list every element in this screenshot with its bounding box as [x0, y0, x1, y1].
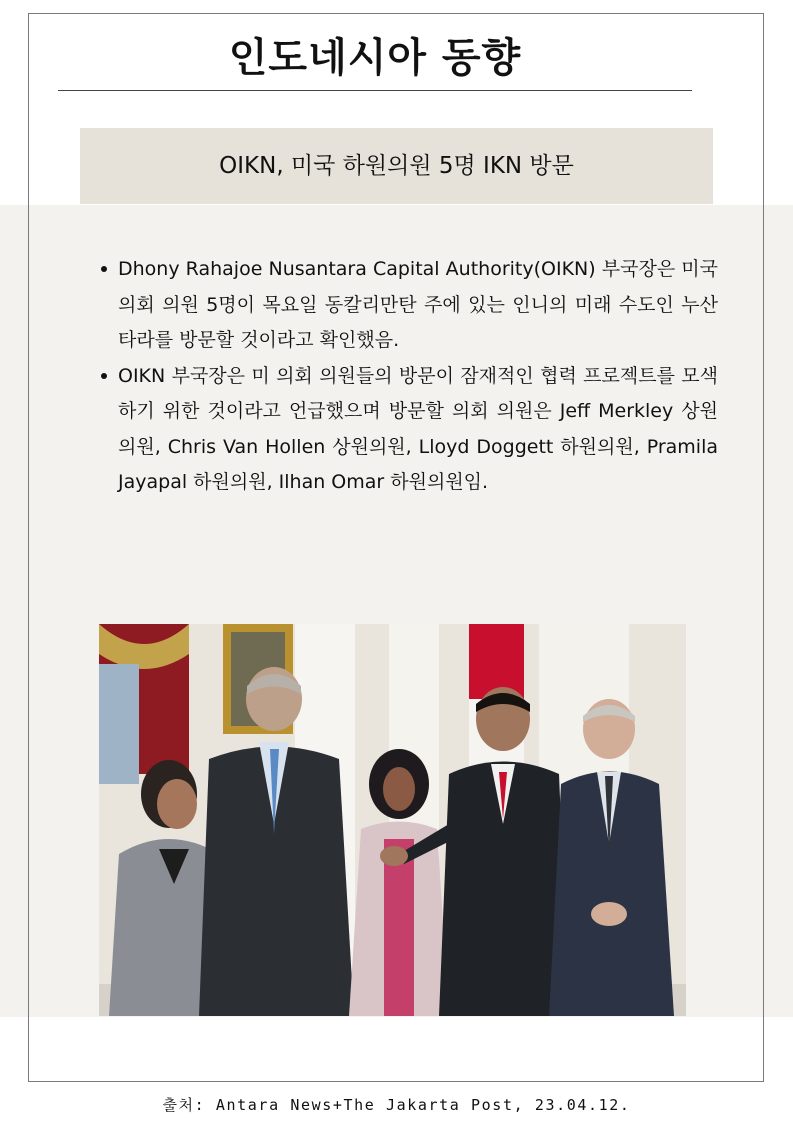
- title-divider: [58, 90, 692, 91]
- bullet-list: [96, 252, 718, 501]
- photo-illustration: [99, 624, 686, 1016]
- source-citation: 출처: Antara News+The Jakarta Post, 23.04.12.: [162, 1096, 631, 1114]
- headline-box: [80, 128, 713, 204]
- bullet-item: OIKN 부국장은 미 의회 의원들의 방문이 잠재적인 협력 프로젝트를 모색하기 위한 것이라고 언급했으며 방문할 의회 의원은 Jeff Merkley 상원의원, Chris Van Hollen 상원의원, Lloyd Doggett 하원의원, Pramila Jayapal 하원의원, Ilhan Omar 하원의원임.: [118, 359, 718, 501]
- page-title: 인도네시아 동향: [228, 35, 522, 81]
- bullet-item: Dhony Rahajoe Nusantara Capital Authority(OIKN) 부국장은 미국 의회 의원 5명이 목요일 동칼리만탄 주에 있는 인니의 미래 수도인 누산타라를 방문할 것이라고 확인했음.: [118, 252, 718, 359]
- news-photo: [99, 624, 686, 1016]
- headline: OIKN, 미국 하원의원 5명 IKN 방문: [219, 153, 574, 179]
